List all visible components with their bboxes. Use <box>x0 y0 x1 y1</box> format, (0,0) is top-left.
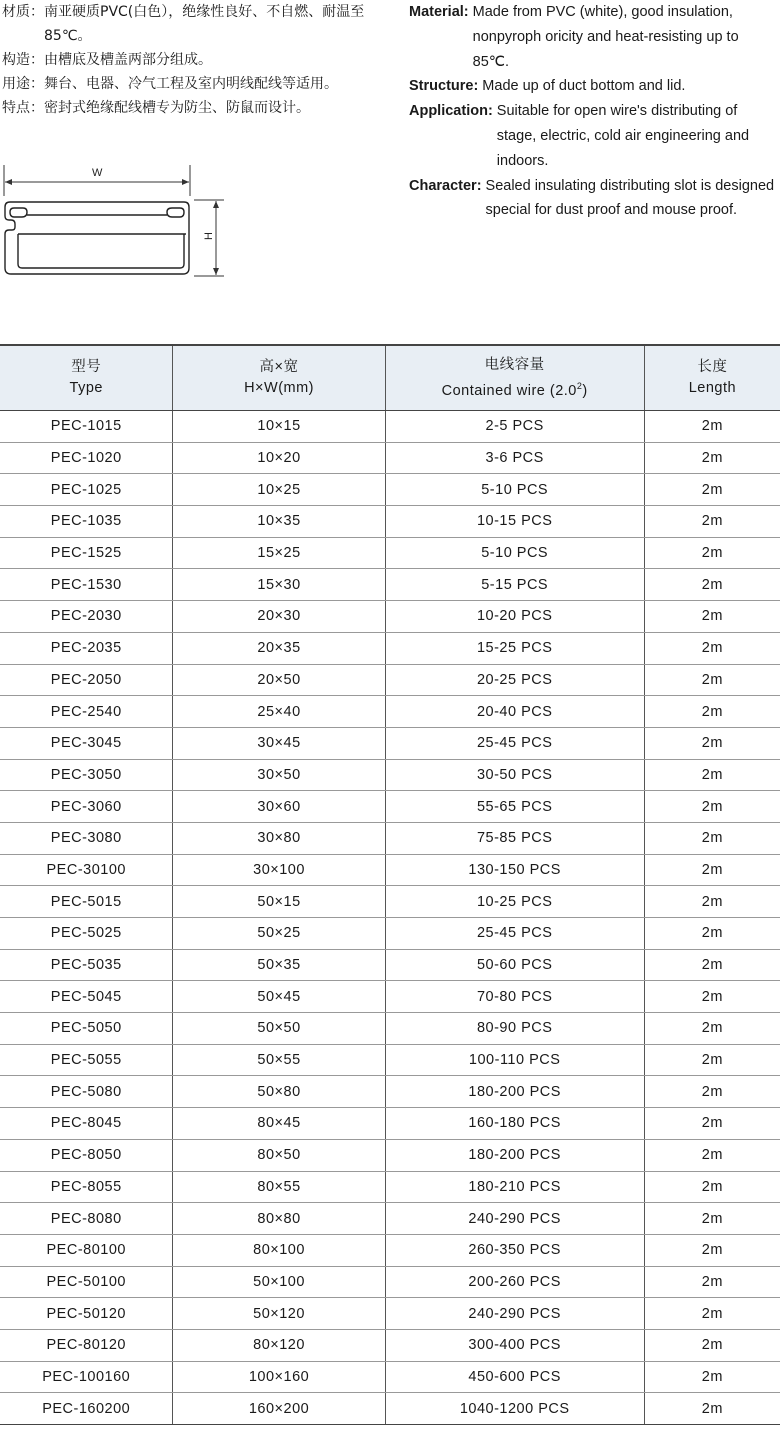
cn-material-key: 材质： <box>2 4 44 20</box>
header-contained-wire-cn: 电线容量 <box>484 356 545 373</box>
length-cell: 2m <box>644 1171 780 1203</box>
type-cell: PEC-3045 <box>0 727 173 759</box>
header-contained-wire-en-after: ) <box>582 382 588 399</box>
table-row <box>0 1013 780 1045</box>
dimensions-cell: 80×45 <box>173 1108 385 1140</box>
table-row <box>0 664 780 696</box>
type-cell: PEC-2540 <box>0 696 173 728</box>
contained-wire-cell: 10-15 PCS <box>385 506 644 538</box>
contained-wire-cell: 450-600 PCS <box>385 1361 644 1393</box>
table-row <box>0 569 780 601</box>
en-structure-row <box>409 74 777 99</box>
contained-wire-cell: 20-40 PCS <box>385 696 644 728</box>
type-cell: PEC-1035 <box>0 506 173 538</box>
height-label: H <box>203 232 215 240</box>
dimensions-cell: 50×15 <box>173 886 385 918</box>
dimensions-cell: 80×50 <box>173 1139 385 1171</box>
dimensions-cell: 50×35 <box>173 949 385 981</box>
length-cell: 2m <box>644 759 780 791</box>
table-row <box>0 822 780 854</box>
length-cell: 2m <box>644 1266 780 1298</box>
contained-wire-cell: 1040-1200 PCS <box>385 1393 644 1425</box>
english-description <box>409 0 777 223</box>
length-cell: 2m <box>644 981 780 1013</box>
dimensions-cell: 50×45 <box>173 981 385 1013</box>
length-cell: 2m <box>644 1044 780 1076</box>
table-row <box>0 886 780 918</box>
table-row <box>0 1076 780 1108</box>
table-row <box>0 442 780 474</box>
type-cell: PEC-2035 <box>0 632 173 664</box>
table-row <box>0 727 780 759</box>
dimensions-cell: 80×100 <box>173 1234 385 1266</box>
dimensions-cell: 160×200 <box>173 1393 385 1425</box>
en-material-row <box>409 0 777 74</box>
duct-profile <box>5 202 189 274</box>
contained-wire-cell: 180-200 PCS <box>385 1139 644 1171</box>
contained-wire-cell: 80-90 PCS <box>385 1013 644 1045</box>
contained-wire-cell: 10-25 PCS <box>385 886 644 918</box>
type-cell: PEC-160200 <box>0 1393 173 1425</box>
header-dimensions-en: H×W(mm) <box>244 380 315 396</box>
table-row <box>0 918 780 950</box>
type-cell: PEC-8050 <box>0 1139 173 1171</box>
table-row <box>0 1266 780 1298</box>
table-row <box>0 1361 780 1393</box>
length-cell: 2m <box>644 1234 780 1266</box>
length-cell: 2m <box>644 1329 780 1361</box>
specification-table <box>0 344 780 1425</box>
contained-wire-cell: 2-5 PCS <box>385 411 644 443</box>
type-cell: PEC-80120 <box>0 1329 173 1361</box>
header-type-cn: 型号 <box>71 359 102 375</box>
type-cell: PEC-2030 <box>0 601 173 633</box>
cn-character-value: 密封式绝缘配线槽专为防尘、防鼠而设计。 <box>44 100 310 116</box>
type-cell: PEC-1020 <box>0 442 173 474</box>
length-cell: 2m <box>644 1076 780 1108</box>
table-header-row <box>0 345 780 411</box>
header-dimensions <box>173 345 385 411</box>
contained-wire-cell: 130-150 PCS <box>385 854 644 886</box>
length-cell: 2m <box>644 1139 780 1171</box>
contained-wire-cell: 5-10 PCS <box>385 537 644 569</box>
cn-material-value: 南亚硬质PVC(白色），绝缘性良好、不自燃、耐温至85℃。 <box>44 4 365 44</box>
duct-cross-section-diagram <box>0 160 230 280</box>
contained-wire-cell: 55-65 PCS <box>385 791 644 823</box>
contained-wire-cell: 30-50 PCS <box>385 759 644 791</box>
length-cell: 2m <box>644 601 780 633</box>
table-row <box>0 696 780 728</box>
length-cell: 2m <box>644 727 780 759</box>
header-contained-wire-sup: 2 <box>576 380 583 391</box>
header-length <box>644 345 780 411</box>
width-arrow-left <box>5 179 12 185</box>
type-cell: PEC-1015 <box>0 411 173 443</box>
dimensions-cell: 50×25 <box>173 918 385 950</box>
table-row <box>0 632 780 664</box>
length-cell: 2m <box>644 1361 780 1393</box>
en-material-value: Made from PVC (white), good insulation, nonpyroph oricity and heat-resisting up to 85℃. <box>472 4 739 70</box>
header-contained-wire-en: Contained wire (2.0 <box>441 382 577 399</box>
length-cell: 2m <box>644 822 780 854</box>
en-application-value: Suitable for open wire's distributing of stage, electric, cold air engineering and indoors. <box>496 103 750 169</box>
length-cell: 2m <box>644 632 780 664</box>
dimensions-cell: 50×50 <box>173 1013 385 1045</box>
dimensions-cell: 10×25 <box>173 474 385 506</box>
contained-wire-cell: 50-60 PCS <box>385 949 644 981</box>
header-contained-wire <box>385 345 644 411</box>
contained-wire-cell: 300-400 PCS <box>385 1329 644 1361</box>
dimensions-cell: 50×120 <box>173 1298 385 1330</box>
dimensions-cell: 50×55 <box>173 1044 385 1076</box>
type-cell: PEC-1025 <box>0 474 173 506</box>
type-cell: PEC-5050 <box>0 1013 173 1045</box>
contained-wire-cell: 240-290 PCS <box>385 1203 644 1235</box>
dimensions-cell: 25×40 <box>173 696 385 728</box>
length-cell: 2m <box>644 918 780 950</box>
dimensions-cell: 10×35 <box>173 506 385 538</box>
contained-wire-cell: 160-180 PCS <box>385 1108 644 1140</box>
header-length-cn: 长度 <box>697 359 728 375</box>
length-cell: 2m <box>644 1108 780 1140</box>
cn-material-row <box>2 0 397 48</box>
table-row <box>0 411 780 443</box>
dimensions-cell: 80×55 <box>173 1171 385 1203</box>
dimensions-cell: 20×50 <box>173 664 385 696</box>
type-cell: PEC-5080 <box>0 1076 173 1108</box>
type-cell: PEC-50100 <box>0 1266 173 1298</box>
cn-character-key: 特点： <box>2 100 44 116</box>
dimensions-cell: 10×20 <box>173 442 385 474</box>
contained-wire-cell: 5-15 PCS <box>385 569 644 601</box>
table-row <box>0 1044 780 1076</box>
contained-wire-cell: 200-260 PCS <box>385 1266 644 1298</box>
table-row <box>0 1203 780 1235</box>
en-structure-key: Structure: <box>409 78 479 95</box>
length-cell: 2m <box>644 442 780 474</box>
cn-application-value: 舞台、电器、冷气工程及室内明线配线等适用。 <box>44 76 338 92</box>
table-row <box>0 1298 780 1330</box>
en-application-row <box>409 99 777 173</box>
length-cell: 2m <box>644 886 780 918</box>
table-row <box>0 1329 780 1361</box>
type-cell: PEC-30100 <box>0 854 173 886</box>
table-row <box>0 791 780 823</box>
contained-wire-cell: 15-25 PCS <box>385 632 644 664</box>
type-cell: PEC-8055 <box>0 1171 173 1203</box>
type-cell: PEC-80100 <box>0 1234 173 1266</box>
cn-structure-value: 由槽底及槽盖两部分组成。 <box>44 52 212 68</box>
length-cell: 2m <box>644 1013 780 1045</box>
type-cell: PEC-3050 <box>0 759 173 791</box>
contained-wire-cell: 100-110 PCS <box>385 1044 644 1076</box>
length-cell: 2m <box>644 696 780 728</box>
length-cell: 2m <box>644 411 780 443</box>
type-cell: PEC-8045 <box>0 1108 173 1140</box>
contained-wire-cell: 260-350 PCS <box>385 1234 644 1266</box>
dimensions-cell: 80×120 <box>173 1329 385 1361</box>
chinese-description <box>2 0 397 120</box>
type-cell: PEC-1525 <box>0 537 173 569</box>
type-cell: PEC-5045 <box>0 981 173 1013</box>
contained-wire-cell: 180-200 PCS <box>385 1076 644 1108</box>
table-row <box>0 1234 780 1266</box>
contained-wire-cell: 240-290 PCS <box>385 1298 644 1330</box>
length-cell: 2m <box>644 537 780 569</box>
cn-application-key: 用途： <box>2 76 44 92</box>
dimensions-cell: 30×50 <box>173 759 385 791</box>
length-cell: 2m <box>644 949 780 981</box>
type-cell: PEC-5025 <box>0 918 173 950</box>
length-cell: 2m <box>644 1393 780 1425</box>
type-cell: PEC-3080 <box>0 822 173 854</box>
dimensions-cell: 50×80 <box>173 1076 385 1108</box>
contained-wire-cell: 3-6 PCS <box>385 442 644 474</box>
length-cell: 2m <box>644 854 780 886</box>
length-cell: 2m <box>644 506 780 538</box>
dimensions-cell: 20×35 <box>173 632 385 664</box>
dimensions-cell: 30×60 <box>173 791 385 823</box>
height-arrow-bottom <box>213 268 219 275</box>
type-cell: PEC-1530 <box>0 569 173 601</box>
table-row <box>0 1139 780 1171</box>
height-arrow-top <box>213 201 219 208</box>
length-cell: 2m <box>644 1298 780 1330</box>
type-cell: PEC-50120 <box>0 1298 173 1330</box>
table-row <box>0 537 780 569</box>
table-row <box>0 1171 780 1203</box>
type-cell: PEC-2050 <box>0 664 173 696</box>
dimensions-cell: 15×25 <box>173 537 385 569</box>
dimensions-cell: 10×15 <box>173 411 385 443</box>
contained-wire-cell: 70-80 PCS <box>385 981 644 1013</box>
header-type-en: Type <box>69 380 103 396</box>
table-row <box>0 601 780 633</box>
en-character-key: Character: <box>409 177 482 194</box>
length-cell: 2m <box>644 664 780 696</box>
dimensions-cell: 50×100 <box>173 1266 385 1298</box>
en-character-value: Sealed insulating distributing slot is designed special for dust proof and mouse proof. <box>485 177 775 219</box>
header-length-en: Length <box>688 380 737 396</box>
contained-wire-cell: 25-45 PCS <box>385 918 644 950</box>
cn-structure-row <box>2 48 397 72</box>
type-cell: PEC-100160 <box>0 1361 173 1393</box>
contained-wire-cell: 20-25 PCS <box>385 664 644 696</box>
table-row <box>0 1393 780 1425</box>
dimensions-cell: 100×160 <box>173 1361 385 1393</box>
length-cell: 2m <box>644 1203 780 1235</box>
length-cell: 2m <box>644 569 780 601</box>
contained-wire-cell: 75-85 PCS <box>385 822 644 854</box>
en-structure-value: Made up of duct bottom and lid. <box>482 78 686 95</box>
cn-structure-key: 构造： <box>2 52 44 68</box>
table-body <box>0 411 780 1425</box>
contained-wire-cell: 25-45 PCS <box>385 727 644 759</box>
table-row <box>0 949 780 981</box>
table-row <box>0 474 780 506</box>
width-arrow-right <box>182 179 189 185</box>
dimensions-cell: 80×80 <box>173 1203 385 1235</box>
type-cell: PEC-8080 <box>0 1203 173 1235</box>
cn-character-row <box>2 96 397 120</box>
header-contained-wire-en-wrap <box>387 376 643 402</box>
en-material-key: Material: <box>409 4 469 20</box>
type-cell: PEC-5015 <box>0 886 173 918</box>
type-cell: PEC-5035 <box>0 949 173 981</box>
dimensions-cell: 20×30 <box>173 601 385 633</box>
table-row <box>0 854 780 886</box>
table-row <box>0 759 780 791</box>
cn-application-row <box>2 72 397 96</box>
contained-wire-cell: 10-20 PCS <box>385 601 644 633</box>
length-cell: 2m <box>644 791 780 823</box>
table-row <box>0 981 780 1013</box>
header-type <box>0 345 173 411</box>
dimensions-cell: 15×30 <box>173 569 385 601</box>
table-row <box>0 506 780 538</box>
length-cell: 2m <box>644 474 780 506</box>
contained-wire-cell: 5-10 PCS <box>385 474 644 506</box>
width-label: W <box>92 167 103 179</box>
dimensions-cell: 30×100 <box>173 854 385 886</box>
dimensions-cell: 30×80 <box>173 822 385 854</box>
header-dimensions-cn: 高×宽 <box>259 359 299 375</box>
type-cell: PEC-5055 <box>0 1044 173 1076</box>
contained-wire-cell: 180-210 PCS <box>385 1171 644 1203</box>
table-row <box>0 1108 780 1140</box>
type-cell: PEC-3060 <box>0 791 173 823</box>
en-application-key: Application: <box>409 103 493 120</box>
en-character-row <box>409 174 777 224</box>
dimensions-cell: 30×45 <box>173 727 385 759</box>
